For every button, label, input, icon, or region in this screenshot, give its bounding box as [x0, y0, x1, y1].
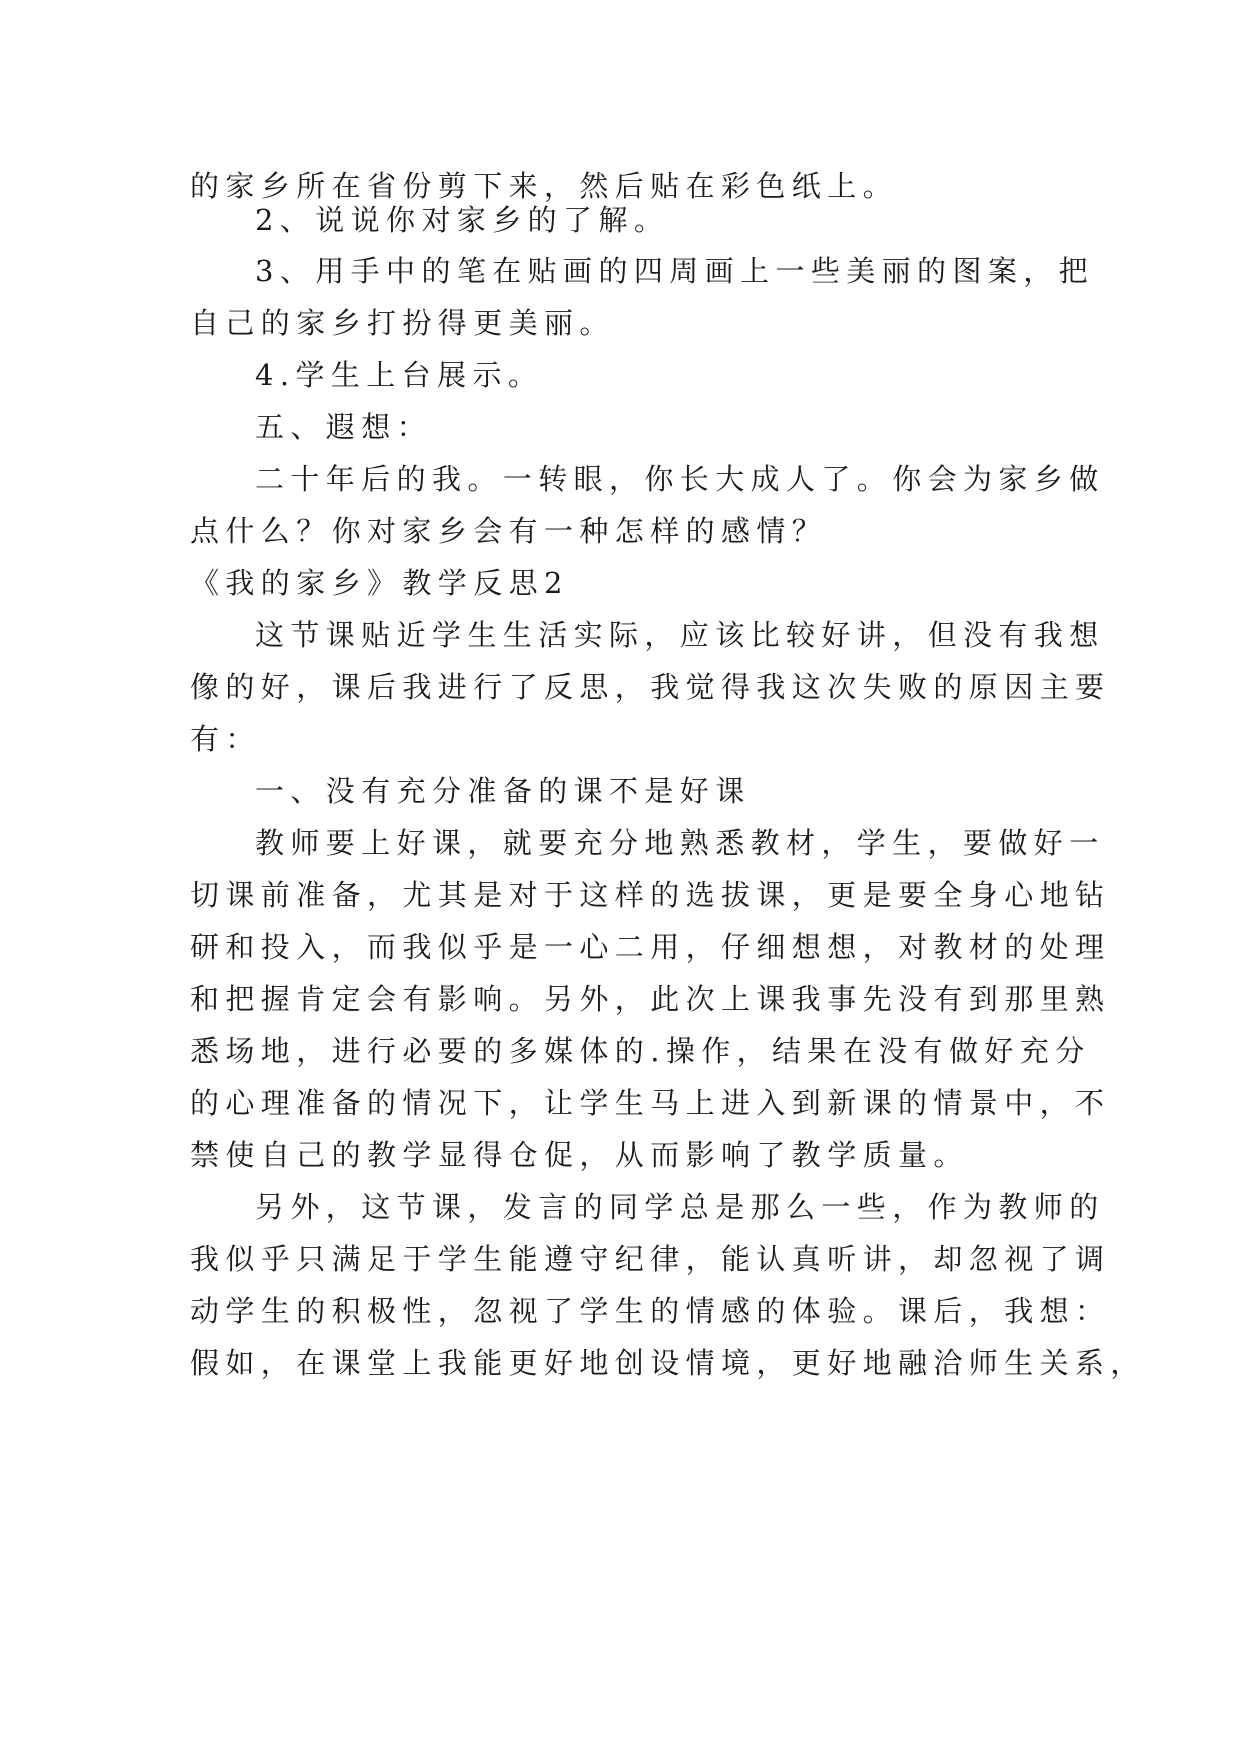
text-line: 2、说说你对家乡的了解。 [255, 203, 670, 237]
text-line: 像的好，课后我进行了反思，我觉得我这次失败的原因主要 [190, 670, 1111, 704]
text-line: 假如，在课堂上我能更好地创设情境，更好地融洽师生关系， [190, 1346, 1146, 1380]
text-line: 悉场地，进行必要的多媒体的.操作，结果在没有做好充分 [190, 1034, 1091, 1068]
text-line: 二十年后的我。一转眼，你长大成人了。你会为家乡做 [255, 462, 1105, 496]
text-line: 禁使自己的教学显得仓促，从而影响了教学质量。 [190, 1138, 969, 1172]
text-line: 我似乎只满足于学生能遵守纪律，能认真听讲，却忽视了调 [190, 1242, 1111, 1276]
article-title: 《我的家乡》教学反思2 [190, 566, 569, 600]
text-line: 切课前准备，尤其是对于这样的选拔课，更是要全身心地钻 [190, 878, 1111, 912]
text-line: 这节课贴近学生生活实际，应该比较好讲，但没有我想 [255, 618, 1105, 652]
text-line: 另外，这节课，发言的同学总是那么一些，作为教师的 [255, 1190, 1105, 1224]
text-line: 和把握肯定会有影响。另外，此次上课我事先没有到那里熟 [190, 982, 1111, 1016]
text-line: 3、用手中的笔在贴画的四周画上一些美丽的图案，把 [255, 254, 1095, 288]
text-line: 点什么？你对家乡会有一种怎样的感情？ [190, 514, 828, 548]
text-line: 动学生的积极性，忽视了学生的情感的体验。课后，我想： [190, 1294, 1111, 1328]
text-line: 4.学生上台展示。 [255, 358, 544, 392]
text-line: 教师要上好课，就要充分地熟悉教材，学生，要做好一 [255, 826, 1105, 860]
section-heading: 一、没有充分准备的课不是好课 [255, 774, 751, 808]
text-line: 的心理准备的情况下，让学生马上进入到新课的情景中，不 [190, 1086, 1111, 1120]
text-line: 有： [190, 722, 261, 756]
text-line: 的家乡所在省份剪下来，然后贴在彩色纸上。 [190, 169, 899, 203]
section-heading: 五、遐想： [255, 410, 433, 444]
text-line: 自己的家乡打扮得更美丽。 [190, 306, 615, 340]
text-line: 研和投入，而我似乎是一心二用，仔细想想，对教材的处理 [190, 930, 1111, 964]
